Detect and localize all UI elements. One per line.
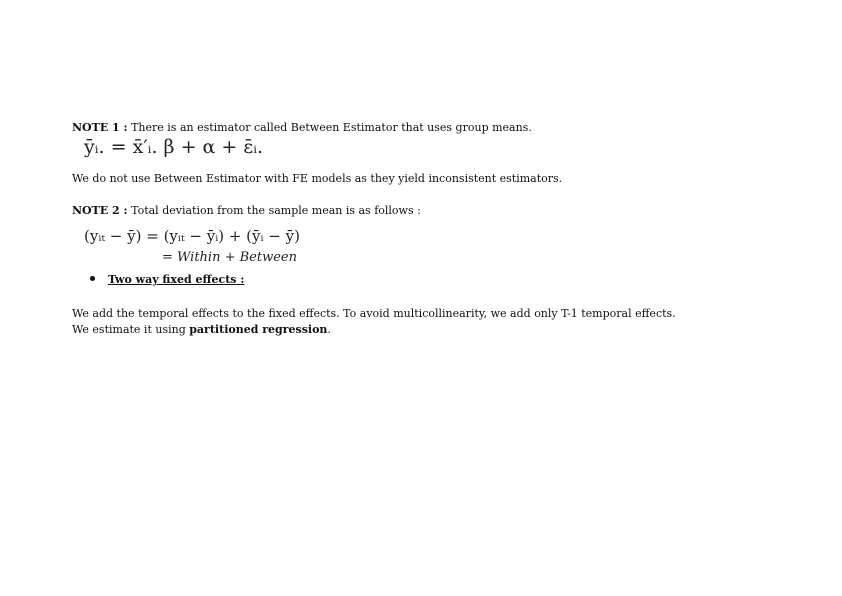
equation-1-lhs: ȳᵢ. (84, 136, 105, 158)
note-2-text: Total deviation from the sample mean is as follows : (127, 204, 421, 217)
note-1 (72, 121, 532, 134)
between-estimator-sentence: We do not use Between Estimator with FE models as they yield inconsistent estimators. (72, 172, 563, 185)
temporal-effects-sentence: We add the temporal effects to the fixed effects. To avoid multicollinearity, we add only T-1 temporal effects. (72, 307, 676, 320)
between-estimator-equation (84, 136, 263, 158)
note-1-label: NOTE 1 : (72, 121, 128, 134)
note-1-text: There is an estimator called Between Estimator that uses group means. (127, 121, 532, 134)
partitioned-regression-sentence (72, 323, 331, 336)
sentence-suffix: . (327, 323, 331, 336)
partitioned-regression-term: partitioned regression (189, 323, 328, 336)
two-way-fixed-effects-heading: Two way fixed effects : (108, 273, 245, 286)
note-2 (72, 204, 421, 217)
sentence-prefix: We estimate it using (72, 323, 190, 336)
equation-1-rhs: = x̄′ᵢ. β + α + ε̄ᵢ. (110, 136, 264, 158)
bullet-icon (90, 276, 95, 281)
deviation-equation-line-1: (yᵢₜ − ȳ) = (yᵢₜ − ȳᵢ) + (ȳᵢ − ȳ) (84, 227, 300, 245)
note-2-label: NOTE 2 : (72, 204, 128, 217)
deviation-equation-line-2: = Within + Between (162, 250, 297, 265)
